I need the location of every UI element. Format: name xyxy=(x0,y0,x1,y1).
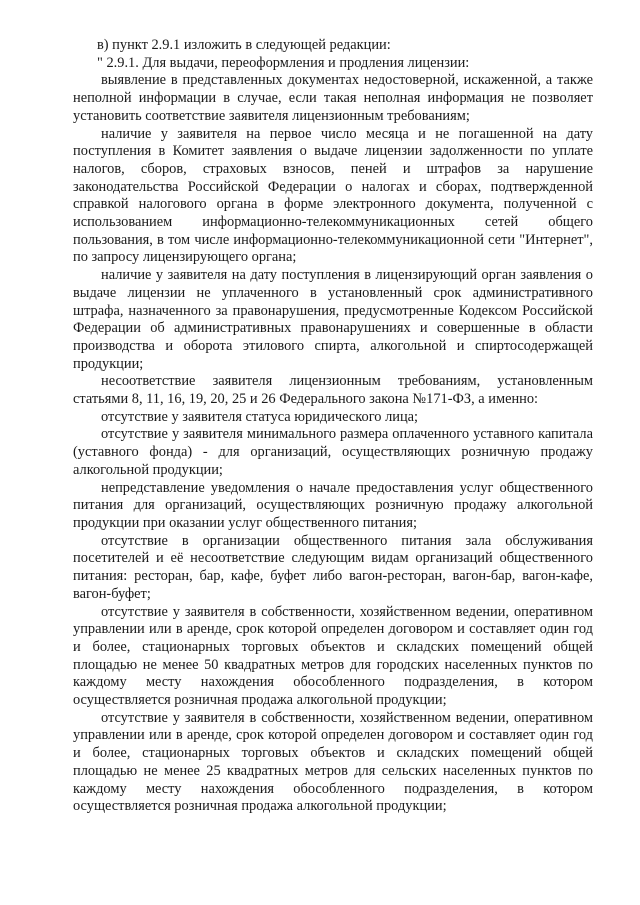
paragraph: наличие у заявителя на первое число месяца и не погашенной на дату поступления в Комитет заявления о выдаче лицензии задолженности по уплате налогов, сборов, страховых взносов, пеней и штрафов за нарушение законодательства Российской Федерации о налогах и сборах, подтвержденной справкой налогового органа в форме электронного документа, полученной с использованием информационно-телекоммуникационных сетей общего пользования, в том числе информационно-телекоммуникационной сети "Интернет", по запросу лицензирующего органа; xyxy=(73,125,593,266)
paragraph: выявление в представленных документах недостоверной, искаженной, а также неполной информации в случае, если такая неполная информация не позволяет установить соответствие заявителя лицензионным требованиям; xyxy=(73,72,593,124)
paragraph: несоответствие заявителя лицензионным требованиям, установленным статьями 8, 11, 16, 19, 20, 25 и 26 Федерального закона №171-ФЗ, а именно: xyxy=(73,373,593,408)
paragraph: наличие у заявителя на дату поступления в лицензирующий орган заявления о выдаче лицензии не уплаченного в установленный срок административного штрафа, назначенного за правонарушения, предусмотренные Кодексом Российской Федерации об административных правонарушениях и совершенные в области производства и оборота этилового спирта, алкогольной и спиртосодержащей продукции; xyxy=(73,267,593,372)
clause-heading: " 2.9.1. Для выдачи, переоформления и продления лицензии: xyxy=(97,54,470,71)
paragraph: отсутствие у заявителя минимального размера оплаченного уставного капитала (уставного фонда) - для организаций, осуществляющих розничную продажу алкогольной продукции; xyxy=(73,426,593,478)
document-page xyxy=(73,37,593,816)
paragraph: отсутствие у заявителя в собственности, хозяйственном ведении, оперативном управлении или в аренде, срок которой определен договором и составляет один год и более, стационарных торговых объектов и складских помещений общей площадью не менее 50 квадратных метров для городских населенных пунктов по каждому месту нахождения обособленного подразделения, в котором осуществляется розничная продажа алкогольной продукции; xyxy=(73,603,593,709)
paragraph: непредставление уведомления о начале предоставления услуг общественного питания для организаций, осуществляющих розничную продажу алкогольной продукции при оказании услуг общественного питания; xyxy=(73,479,593,531)
paragraph: отсутствие у заявителя в собственности, хозяйственном ведении, оперативном управлении или в аренде, срок которой определен договором и составляет один год и более, стационарных торговых объектов и складских помещений общей площадью не менее 25 квадратных метров для сельских населенных пунктов по каждому месту нахождения обособленного подразделения, в котором осуществляется розничная продажа алкогольной продукции; xyxy=(73,709,593,815)
paragraph: отсутствие у заявителя статуса юридического лица; xyxy=(101,408,419,425)
amendment-heading: в) пункт 2.9.1 изложить в следующей редакции: xyxy=(97,37,391,53)
paragraph: отсутствие в организации общественного питания зала обслуживания посетителей и её несоответствие следующим видам организаций общественного питания: ресторан, бар, кафе, буфет либо вагон-ресторан, вагон-бар, вагон-кафе, вагон-буфет; xyxy=(73,532,593,602)
